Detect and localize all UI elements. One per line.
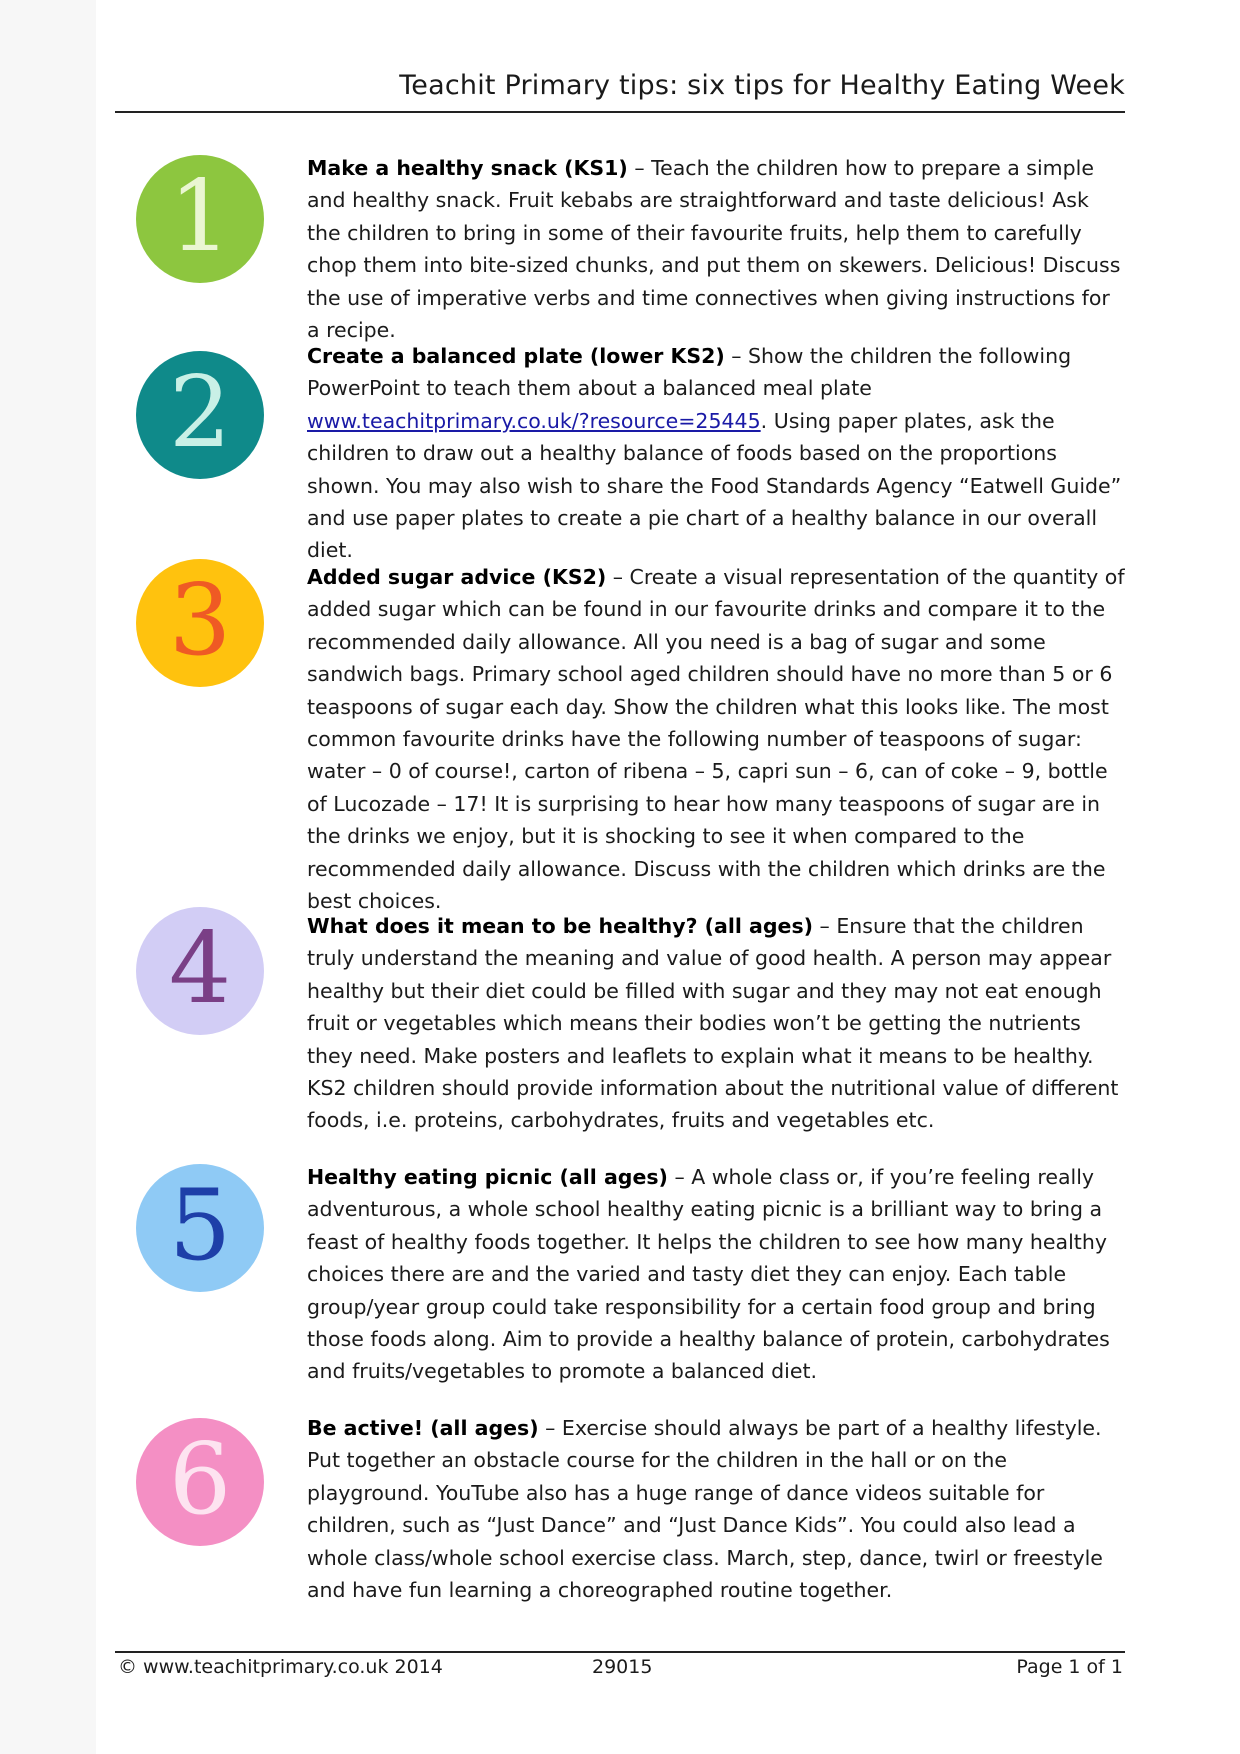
tip-title: Create a balanced plate (lower KS2)	[307, 344, 725, 368]
tip-paragraph	[307, 152, 1127, 346]
number-six-badge	[136, 1418, 264, 1546]
badge-number: 1	[168, 160, 232, 274]
resource-link[interactable]: www.teachitprimary.co.uk/?resource=25445	[307, 408, 761, 433]
tip-title: What does it mean to be healthy? (all ages)	[307, 914, 814, 938]
tip-title: Make a healthy snack (KS1)	[307, 156, 628, 180]
badge-number: 3	[168, 564, 232, 678]
number-four-badge	[136, 907, 264, 1035]
tip-title: Healthy eating picnic (all ages)	[307, 1165, 668, 1189]
badge-number: 2	[168, 356, 232, 470]
tip-body-continued: . Using paper plates, ask the children to draw out a healthy balance of foods based on the proportions shown. You may also wish to share the Food Standards Agency “Eatwell Guide” and use paper plates to create a pie chart of a healthy balance in our overall diet.	[307, 408, 1122, 563]
header-divider	[115, 111, 1125, 113]
tip-title: Added sugar advice (KS2)	[307, 565, 607, 589]
tip-body: – Ensure that the children truly understand the meaning and value of good health. A person may appear healthy but their diet could be filled with sugar and they may not eat enough fruit or vegetables which means their bodies won’t be getting the nutrients they need. Make posters and leaflets to explain what it means to be healthy. KS2 children should provide information about the nutritional value of different foods, i.e. proteins, carbohydrates, fruits and vegetables etc.	[307, 914, 1119, 1133]
tip-body: – Exercise should always be part of a healthy lifestyle. Put together an obstacle course for the children in the hall or on the playground. YouTube also has a huge range of dance videos suitable for children, such as “Just Dance” and “Just Dance Kids”. You could also lead a whole class/whole school exercise class. March, step, dance, twirl or freestyle and have fun learning a choreographed routine together.	[307, 1416, 1103, 1603]
tip-body: – Show the children the following PowerPoint to teach them about a balanced meal plate	[307, 344, 1072, 401]
tip-paragraph	[307, 910, 1127, 1137]
page-margin	[0, 0, 96, 1754]
tip-paragraph	[307, 561, 1127, 917]
number-one-badge	[136, 155, 264, 283]
number-three-badge	[136, 559, 264, 687]
number-two-badge	[136, 351, 264, 479]
badge-number: 4	[168, 912, 232, 1026]
footer-divider	[115, 1651, 1125, 1653]
page-title: Teachit Primary tips: six tips for Healthy Eating Week	[399, 70, 1125, 101]
tip-paragraph	[307, 340, 1127, 567]
badge-number: 5	[168, 1169, 232, 1283]
tip-body: – Teach the children how to prepare a simple and healthy snack. Fruit kebabs are straightforward and taste delicious! Ask the children to bring in some of their favourite fruits, help them to carefully chop them into bite-sized chunks, and put them on skewers. Delicious! Discuss the use of imperative verbs and time connectives when giving instructions for a recipe.	[307, 156, 1121, 343]
tip-paragraph	[307, 1412, 1127, 1606]
tip-title: Be active! (all ages)	[307, 1416, 539, 1440]
tip-paragraph	[307, 1161, 1127, 1388]
footer-copyright: © www.teachitprimary.co.uk 2014	[118, 1656, 443, 1678]
footer-resource-code: 29015	[592, 1656, 653, 1678]
badge-number: 6	[168, 1423, 232, 1537]
number-five-badge	[136, 1164, 264, 1292]
tip-body: – Create a visual representation of the quantity of added sugar which can be found in our favourite drinks and compare it to the recommended daily allowance. All you need is a bag of sugar and some sandwich bags. Primary school aged children should have no more than 5 or 6 teaspoons of sugar each day. Show the children what this looks like. The most common favourite drinks have the following number of teaspoons of sugar: water – 0 of course!, carton of ribena – 5, capri sun – 6, can of coke – 9, bottle of Lucozade – 17! It is surprising to hear how many teaspoons of sugar are in the drinks we enjoy, but it is shocking to see it when compared to the recommended daily allowance. Discuss with the children which drinks are the best choices.	[307, 565, 1125, 914]
footer-page-number: Page 1 of 1	[1016, 1656, 1123, 1678]
tip-body: – A whole class or, if you’re feeling really adventurous, a whole school healthy eating picnic is a brilliant way to bring a feast of healthy foods together. It helps the children to see how many healthy choices there are and the varied and tasty diet they can enjoy. Each table group/year group could take responsibility for a certain food group and bring those foods along. Aim to provide a healthy balance of protein, carbohydrates and fruits/vegetables to promote a balanced diet.	[307, 1165, 1110, 1384]
